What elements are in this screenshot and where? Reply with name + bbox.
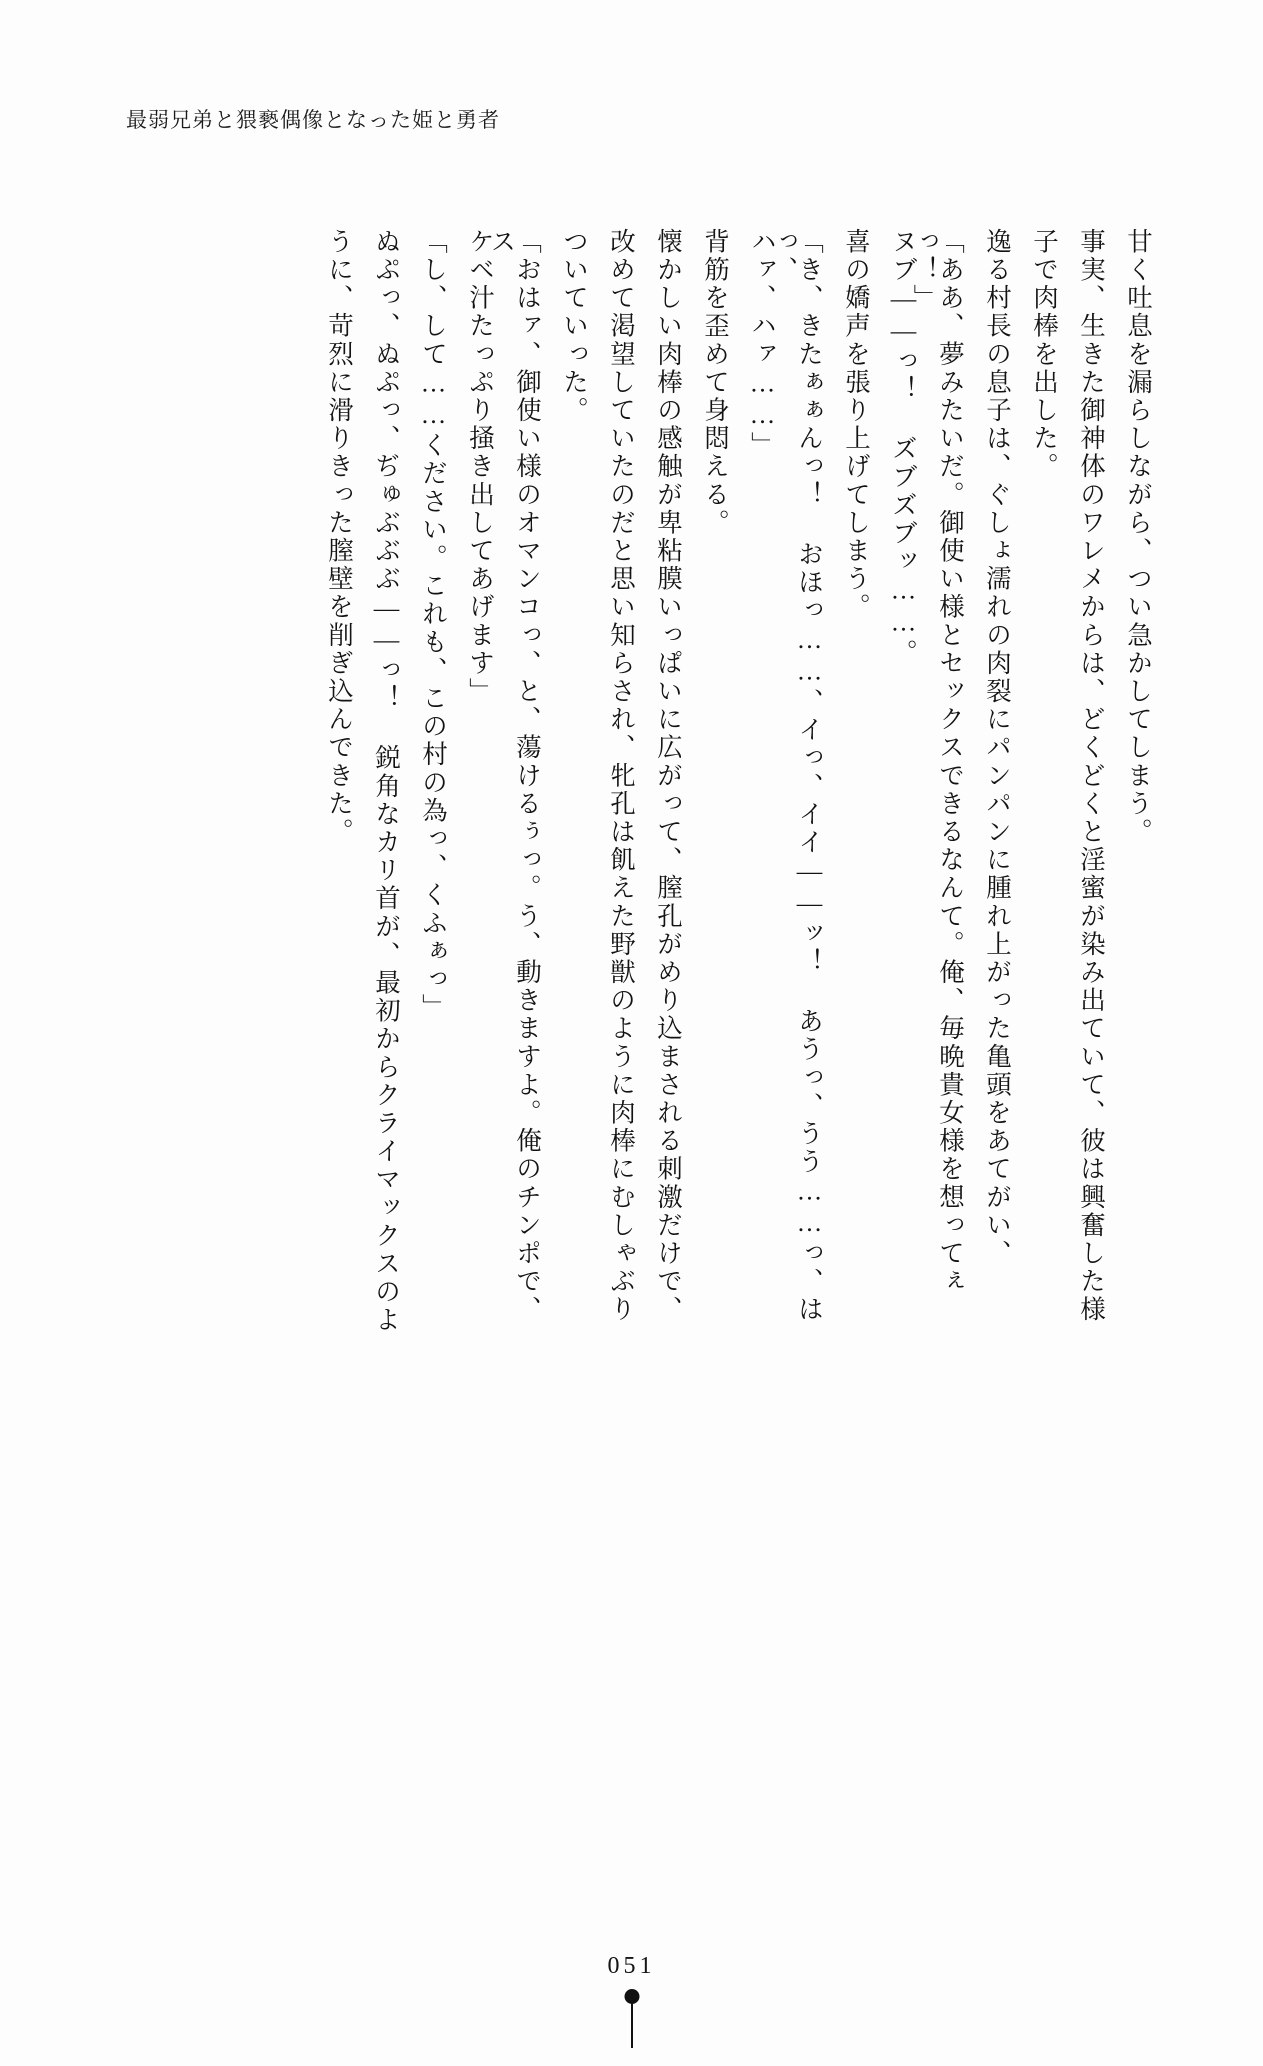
page-number: 051 [607,1953,656,1979]
text-column: ついていった。 [560,228,589,425]
text-column: ケベ汁たっぷり掻き出してあげます」 [466,228,495,706]
running-header-title: 最弱兄弟と猥褻偶像となった姫と勇者 [126,108,500,132]
text-column: 背筋を歪めて身悶える。 [701,228,730,538]
text-column: ぬぷっ、ぬぷっ、ぢゅぶぶぶ――っ！ 鋭角なカリ首が、最初からクライマックスのよ [372,228,401,1335]
text-column: 「ああ、夢みたいだ。御使い様とセックスできるなんて。俺、毎晩貴女様を想ってぇっ！」 [910,228,965,1296]
text-column: 懐かしい肉棒の感触が卑粘膜いっぱいに広がって、膣孔がめり込まされる刺激だけで、 [654,228,683,1324]
text-column: 改めて渇望していたのだと思い知らされ、牝孔は飢えた野獣のように肉棒にむしゃぶり [607,228,636,1324]
text-column: 「おはァ、御使い様のオマンコっ、と、蕩けるぅっ。う、動きますよ。俺のチンポで、ス [487,228,542,1324]
text-column: 子で肉棒を出した。 [1030,228,1059,481]
text-column: ヌブ――っ！ ズブズブッ……。 [889,228,918,667]
folio-line-ornament [631,1994,633,2048]
text-column: 甘く吐息を漏らしながら、つい急かしてしまう。 [1124,228,1153,847]
text-column: ハァ、ハァ……」 [748,228,777,460]
text-column: 「き、きたぁぁんっ！ おほっ……、イっ、イイ――ッ！ あうっ、うう……っ、はっ、 [769,228,824,1324]
text-column: うに、苛烈に滑りきった膣壁を削ぎ込んできた。 [325,228,354,847]
vertical-text-body [112,228,1151,1358]
text-column: 逸る村長の息子は、ぐしょ濡れの肉裂にパンパンに腫れ上がった亀頭をあてがい、 [983,228,1012,1268]
text-column: 喜の嬌声を張り上げてしまう。 [842,228,871,622]
text-column: 「し、して……ください。これも、この村の為っ、くふぁっ」 [419,228,448,1022]
text-column: 事実、生きた御神体のワレメからは、どくどくと淫蜜が染み出ていて、彼は興奮した様 [1077,228,1106,1324]
